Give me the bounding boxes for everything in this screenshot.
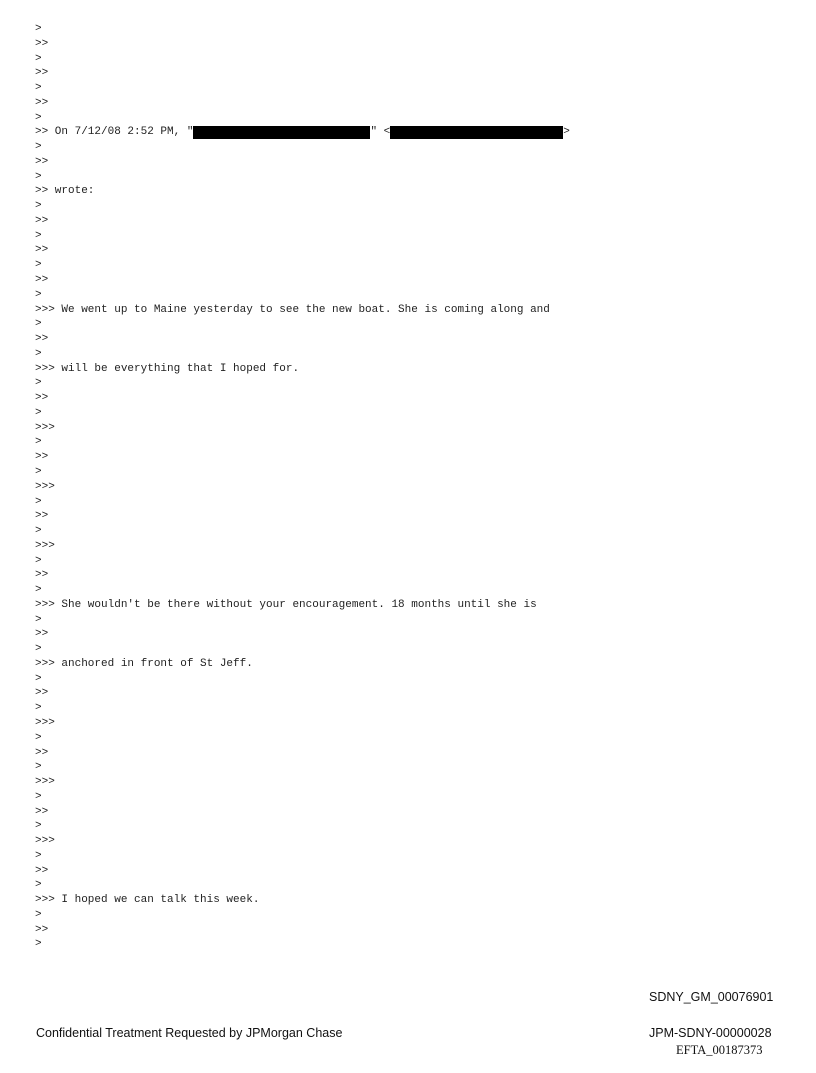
- email-line: >: [35, 495, 42, 508]
- email-line: >: [35, 938, 42, 951]
- email-line: >: [35, 790, 42, 803]
- email-line: >>> She wouldn't be there without your encouragement. 18 months until she is: [35, 598, 537, 611]
- email-line: >: [35, 229, 42, 242]
- email-line: >: [35, 23, 42, 35]
- email-line: >>>: [35, 716, 55, 729]
- email-line: >: [35, 406, 42, 419]
- redaction-sender-name: [193, 126, 370, 139]
- email-line: >: [35, 908, 42, 921]
- bates-number-sdny: SDNY_GM_00076901: [649, 990, 774, 1004]
- email-line: >: [35, 436, 42, 449]
- header-middle: " <: [370, 126, 391, 139]
- email-line: >>> We went up to Maine yesterday to see the new boat. She is coming along and: [35, 303, 550, 316]
- email-line: >: [35, 52, 42, 65]
- email-line: >>> anchored in front of St Jeff.: [35, 657, 253, 670]
- email-line: >>: [35, 96, 49, 109]
- email-line: >>: [35, 569, 49, 582]
- email-line: >: [35, 525, 42, 538]
- email-line: >: [35, 347, 42, 360]
- email-line: >>: [35, 687, 49, 700]
- email-line: >>>: [35, 539, 55, 552]
- email-line: >: [35, 702, 42, 715]
- email-line: >>: [35, 333, 49, 346]
- email-line: >>>: [35, 835, 55, 848]
- email-line: >: [35, 465, 42, 478]
- email-line: >>: [35, 155, 49, 168]
- email-line: >: [35, 554, 42, 567]
- email-line: >: [35, 584, 42, 597]
- email-line: >>: [35, 805, 49, 818]
- email-line: >>: [35, 214, 49, 227]
- email-line: >: [35, 377, 42, 390]
- redaction-sender-email: [390, 126, 563, 139]
- email-line: >: [35, 111, 42, 124]
- email-header-line: [35, 125, 570, 140]
- email-line: >: [35, 259, 42, 272]
- email-line: >>> will be everything that I hoped for.: [35, 362, 300, 375]
- email-line: >>>: [35, 776, 55, 789]
- email-line: >: [35, 141, 42, 154]
- confidential-treatment-notice: Confidential Treatment Requested by JPMorgan Chase: [36, 1026, 343, 1040]
- email-line: >>: [35, 451, 49, 464]
- email-line: >>: [35, 37, 49, 50]
- email-quoted-body: [35, 22, 570, 952]
- header-suffix: >: [563, 126, 570, 139]
- bates-number-efta: EFTA_00187373: [676, 1043, 763, 1057]
- email-line: >: [35, 820, 42, 833]
- email-line: >: [35, 613, 42, 626]
- header-prefix: >> On 7/12/08 2:52 PM, ": [35, 126, 194, 139]
- email-line: >: [35, 731, 42, 744]
- email-line: >>: [35, 244, 49, 257]
- email-line: >>> I hoped we can talk this week.: [35, 894, 260, 907]
- email-line: >> wrote:: [35, 185, 95, 198]
- email-line: >>>: [35, 421, 55, 434]
- email-line: >>>: [35, 480, 55, 493]
- email-line: >>: [35, 392, 49, 405]
- email-line: >: [35, 170, 42, 183]
- email-line: >>: [35, 746, 49, 759]
- bates-number-jpm: JPM-SDNY-00000028: [649, 1026, 772, 1040]
- email-line: >>: [35, 923, 49, 936]
- email-line: >: [35, 200, 42, 213]
- email-line: >: [35, 672, 42, 685]
- email-line: >: [35, 879, 42, 892]
- email-line: >: [35, 288, 42, 301]
- email-line: >>: [35, 864, 49, 877]
- email-line: >: [35, 643, 42, 656]
- email-line: >: [35, 761, 42, 774]
- email-line: >>: [35, 628, 49, 641]
- email-line: >>: [35, 510, 49, 523]
- email-line: >>: [35, 67, 49, 80]
- email-line: >: [35, 849, 42, 862]
- email-line: >: [35, 82, 42, 95]
- email-line: >: [35, 318, 42, 331]
- email-line: >>: [35, 274, 49, 287]
